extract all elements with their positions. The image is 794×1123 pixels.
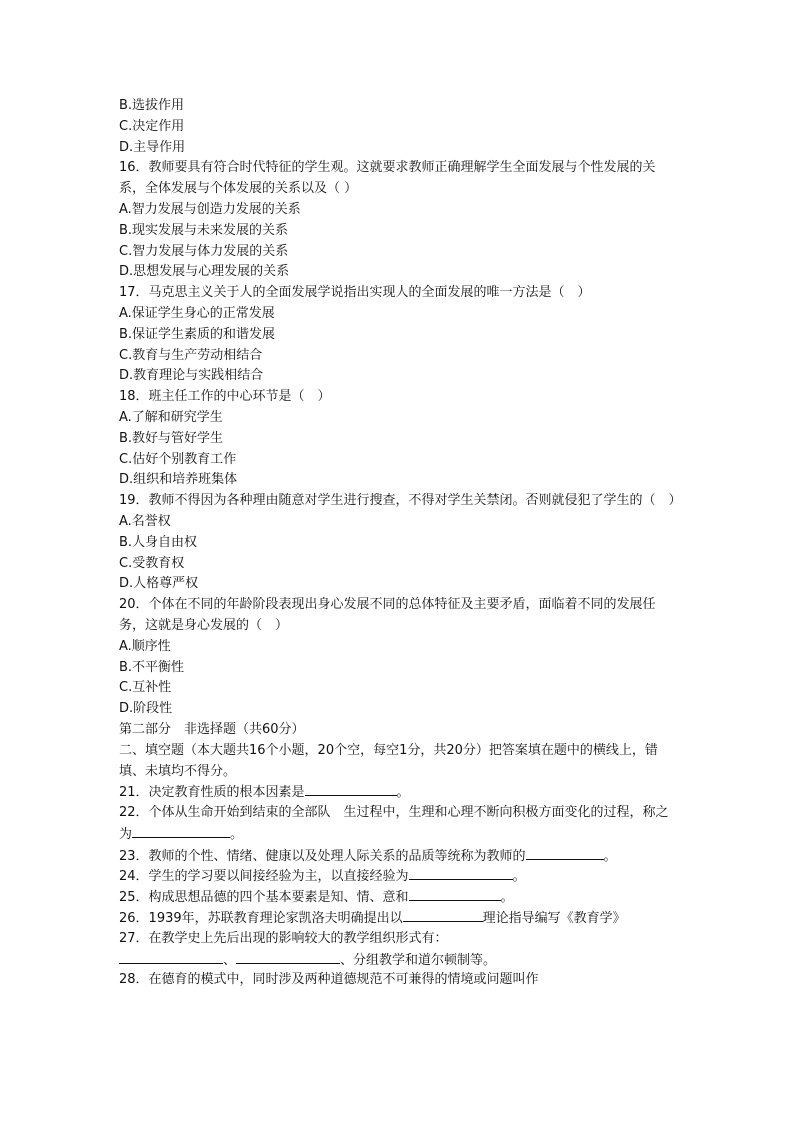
- text-line-q18c: C.估好个别教育工作: [119, 451, 237, 467]
- answer-blank[interactable]: [403, 908, 483, 922]
- question-suffix: 。: [230, 826, 244, 842]
- text-line-q17c: C.教育与生产劳动相结合: [119, 347, 263, 363]
- question-suffix: 理论指导编写《教育学》: [482, 911, 626, 927]
- text-line-q19b: B.人身自由权: [119, 534, 198, 550]
- text-line-q17: 17．马克思主义关于人的全面发展学说指出实现人的全面发展的唯一方法是（ ）: [119, 285, 591, 301]
- text-line-q17d: D.教育理论与实践相结合: [119, 368, 264, 384]
- answer-blank[interactable]: [132, 824, 230, 838]
- fill-in-blank-list: [119, 782, 679, 929]
- question-27-blanks: 、 、分组教学和道尔顿制等。: [119, 950, 679, 971]
- text-line-q19a: A.名誉权: [119, 513, 171, 529]
- text-line-q20: 20．个体在不同的年龄阶段表现出身心发展不同的总体特征及主要矛盾，面临着不同的发展任务，这就是身心发展的（ ）: [119, 597, 656, 633]
- question-suffix: 。: [500, 890, 514, 906]
- question-q25: [119, 887, 679, 908]
- question-suffix: 。: [603, 848, 617, 864]
- text-line-q15c: C.决定作用: [119, 118, 185, 134]
- question-q26: [119, 908, 679, 929]
- question-q24: [119, 866, 679, 887]
- text-line-q19c: C.受教育权: [119, 555, 185, 571]
- question-text: 22．个体从生命开始到结束的全部队 生过程中，生理和心理不断向积极方面变化的过程，称之为: [119, 805, 669, 842]
- text-line-q18d: D.组织和培养班集体: [119, 472, 238, 488]
- answer-blank[interactable]: [236, 950, 340, 964]
- question-text: 26．1939年，苏联教育理论家凯洛夫明确提出以: [119, 911, 403, 927]
- question-text: 21．决定教育性质的根本因素是: [119, 785, 305, 801]
- text-line-q18: 18．班主任工作的中心环节是（ ）: [119, 389, 331, 405]
- text-line-part2: 第二部分 非选择题（共60分）: [119, 721, 305, 737]
- text-line-q15b: B.选拔作用: [119, 98, 185, 113]
- text-line-q19d: D.人格尊严权: [119, 576, 199, 592]
- question-suffix: 。: [396, 785, 410, 801]
- text-line-q20b: B.不平衡性: [119, 659, 185, 675]
- question-q23: [119, 846, 679, 867]
- text-line-q18a: A.了解和研究学生: [119, 409, 223, 425]
- answer-blank[interactable]: [119, 950, 223, 964]
- text-line-q17b: B.保证学生素质的和谐发展: [119, 326, 276, 342]
- text-line-q20c: C.互补性: [119, 680, 172, 696]
- text-line-q20a: A.顺序性: [119, 638, 171, 654]
- document-body: [119, 96, 682, 991]
- question-text: 24．学生的学习要以间接经验为主，以直接经验为: [119, 869, 409, 885]
- text-line-q19: 19．教师不得因为各种理由随意对学生进行搜查，不得对学生关禁闭。否则就侵犯了学生的（ ）: [119, 493, 682, 509]
- answer-blank[interactable]: [305, 782, 397, 796]
- question-28: 28．在德育的模式中，同时涉及两种道德规范不可兼得的情境或问题叫作: [119, 972, 539, 988]
- text-line-q16b: B.现实发展与未来发展的关系: [119, 222, 289, 238]
- question-q21: [119, 782, 679, 803]
- question-text: 25．构成思想品德的四个基本要素是知、情、意和: [119, 890, 409, 906]
- text-line-q16d: D.思想发展与心理发展的关系: [119, 264, 290, 280]
- text-line-q16: 16．教师要具有符合时代特征的学生观。这就要求教师正确理解学生全面发展与个性发展的关系，全体发展与个体发展的关系以及（ ）: [119, 160, 656, 197]
- question-suffix: 。: [512, 869, 526, 885]
- question-list: [119, 96, 682, 782]
- question-q22: [119, 803, 679, 846]
- text-line-q15d: D.主导作用: [119, 139, 186, 155]
- answer-blank[interactable]: [526, 846, 604, 860]
- answer-blank[interactable]: [409, 887, 501, 901]
- question-27: 27．在教学史上先后出现的影响较大的教学组织形式有：: [119, 930, 448, 946]
- text-line-q16a: A.智力发展与创造力发展的关系: [119, 201, 301, 217]
- text-line-q16c: C.智力发展与体力发展的关系: [119, 243, 289, 259]
- question-text: 23．教师的个性、情绪、健康以及处理人际关系的品质等统称为教师的: [119, 848, 526, 864]
- text-line-sec2: 二、填空题（本大题共16个小题，20个空，每空1分，共20分）把答案填在题中的横线上，错填、未填均不得分。: [119, 742, 658, 779]
- answer-blank[interactable]: [409, 866, 513, 880]
- text-line-q18b: B.教好与管好学生: [119, 430, 224, 446]
- text-line-q17a: A.保证学生身心的正常发展: [119, 305, 275, 321]
- text-line-q20d: D.阶段性: [119, 701, 173, 717]
